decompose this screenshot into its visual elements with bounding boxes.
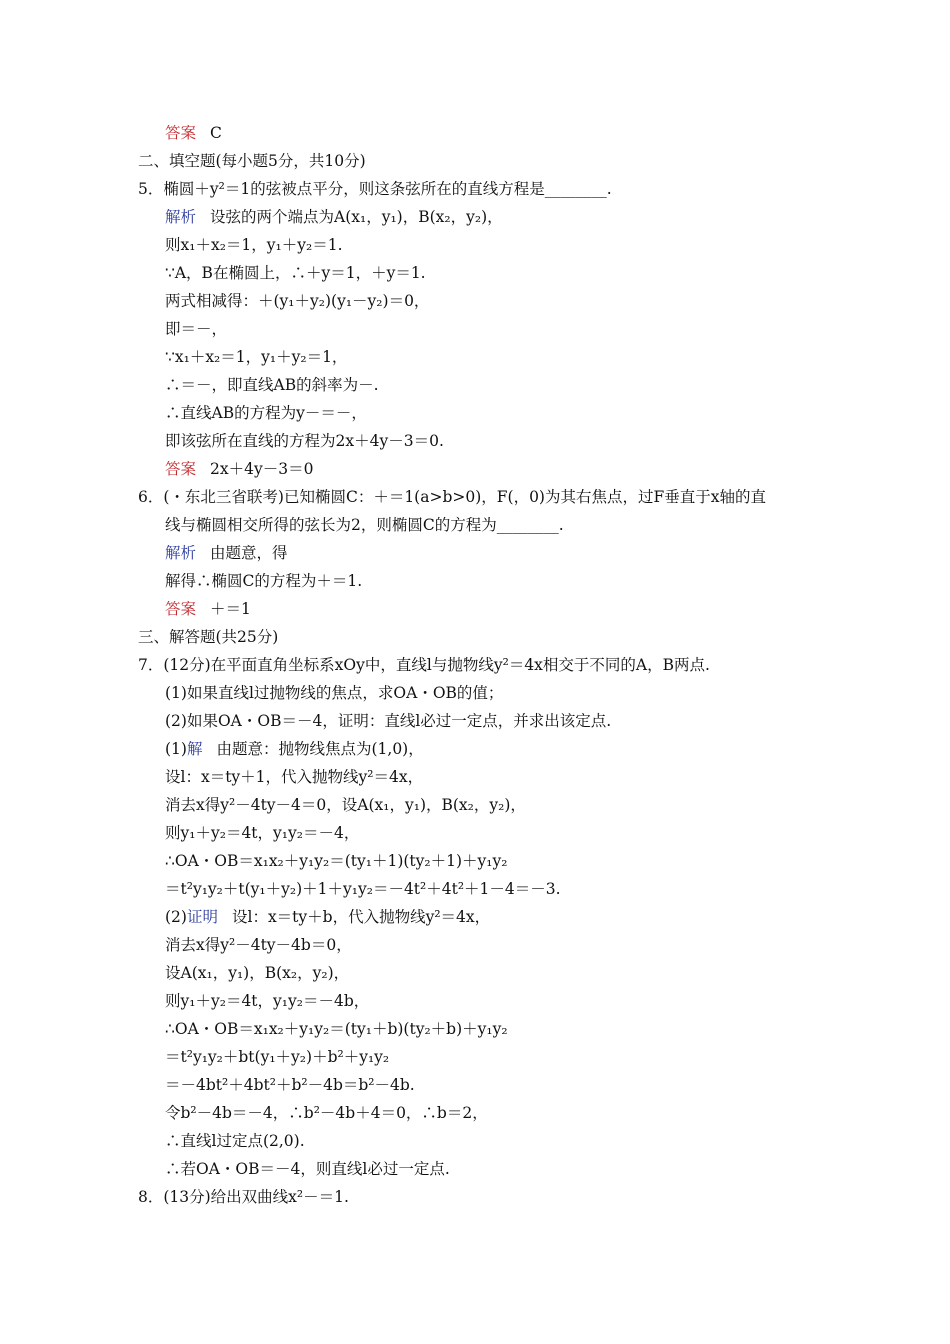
solution-line: ＝－4bt²＋4bt²＋b²－4b＝b²－4b. [165,1076,415,1094]
analysis-line-q5 [165,206,503,228]
solution-line: 解得∴椭圆C的方程为＋＝1. [165,572,363,590]
question-6-cont: 线与椭圆相交所得的弦长为2，则椭圆C的方程为________. [165,516,564,534]
proof-text: 设l：x＝ty＋b，代入抛物线y²＝4x， [231,908,491,926]
solution-line: 即该弦所在直线的方程为2x＋4y－3＝0. [165,432,444,450]
proof-label: 证明 [186,908,218,926]
answer-line-q4 [165,122,222,144]
solution-part-1-heading [165,738,424,760]
solution-line: 消去x得y²－4ty－4b＝0， [165,936,352,954]
analysis-label: 解析 [165,544,197,562]
solution-line: ∴OA・OB＝x₁x₂＋y₁y₂＝(ty₁＋b)(ty₂＋b)＋y₁y₂ [165,1020,508,1038]
solution-line: 则y₁＋y₂＝4t，y₁y₂＝－4b， [165,992,370,1010]
solution-line: ∴直线AB的方程为y－＝－， [165,404,367,422]
question-7-part-2: (2)如果OA・OB＝－4，证明：直线l必过一定点，并求出该定点. [165,712,612,730]
analysis-label: 解析 [165,208,197,226]
answer-text: 2x＋4y－3＝0 [210,460,314,478]
analysis-line-q6 [165,542,288,564]
analysis-text: 由题意，得 [210,544,288,562]
solution-line: ∵A，B在椭圆上，∴＋y＝1，＋y＝1. [165,264,426,282]
question-6: 6．(・东北三省联考)已知椭圆C：＋＝1(a>b>0)，F(，0)为其右焦点，过F垂直于x轴的直 [138,488,766,506]
question-5: 5．椭圆＋y²＝1的弦被点平分，则这条弦所在的直线方程是________. [138,180,612,198]
section-heading-solve: 三、解答题(共25分) [138,628,279,646]
part-prefix: (2) [165,908,187,926]
solution-line: ＝t²y₁y₂＋bt(y₁＋y₂)＋b²＋y₁y₂ [165,1048,390,1066]
answer-label: 答案 [165,124,197,142]
solution-line: 令b²－4b＝－4，∴b²－4b＋4＝0，∴b＝2， [165,1104,488,1122]
solution-line: ∵x₁＋x₂＝1，y₁＋y₂＝1， [165,348,348,366]
solution-label: 解 [186,740,203,758]
question-7: 7．(12分)在平面直角坐标系xOy中，直线l与抛物线y²＝4x相交于不同的A，B两点. [138,656,710,674]
solution-line: 则x₁＋x₂＝1，y₁＋y₂＝1. [165,236,343,254]
answer-text: C [210,124,222,142]
solution-line: 消去x得y²－4ty－4＝0，设A(x₁，y₁)，B(x₂，y₂)， [165,796,526,814]
answer-text: ＋＝1 [210,600,251,618]
solution-line: 两式相减得：＋(y₁＋y₂)(y₁－y₂)＝0， [165,292,430,310]
solution-line: ∴直线l过定点(2,0). [165,1132,305,1150]
question-8: 8．(13分)给出双曲线x²－＝1. [138,1188,349,1206]
solution-line: ∴若OA・OB＝－4，则直线l必过一定点. [165,1160,450,1178]
question-7-part-1: (1)如果直线l过抛物线的焦点，求OA・OB的值； [165,684,504,702]
proof-part-2-heading [165,906,490,928]
analysis-text: 设弦的两个端点为A(x₁，y₁)，B(x₂，y₂)， [210,208,503,226]
solution-line: 设A(x₁，y₁)，B(x₂，y₂)， [165,964,350,982]
answer-line-q5 [165,458,313,480]
section-heading-fill-in: 二、填空题(每小题5分，共10分) [138,152,366,170]
solution-line: ∴＝－，即直线AB的斜率为－. [165,376,379,394]
solution-line: ∴OA・OB＝x₁x₂＋y₁y₂＝(ty₁＋1)(ty₂＋1)＋y₁y₂ [165,852,508,870]
answer-label: 答案 [165,600,197,618]
solution-line: 即＝－， [165,320,228,338]
solution-line: ＝t²y₁y₂＋t(y₁＋y₂)＋1＋y₁y₂＝－4t²＋4t²＋1－4＝－3. [165,880,561,898]
part-prefix: (1) [165,740,187,758]
solution-text: 由题意：抛物线焦点为(1,0)， [216,740,424,758]
solution-line: 则y₁＋y₂＝4t，y₁y₂＝－4， [165,824,360,842]
answer-line-q6 [165,598,251,620]
answer-label: 答案 [165,460,197,478]
solution-line: 设l：x＝ty＋1，代入抛物线y²＝4x， [165,768,424,786]
